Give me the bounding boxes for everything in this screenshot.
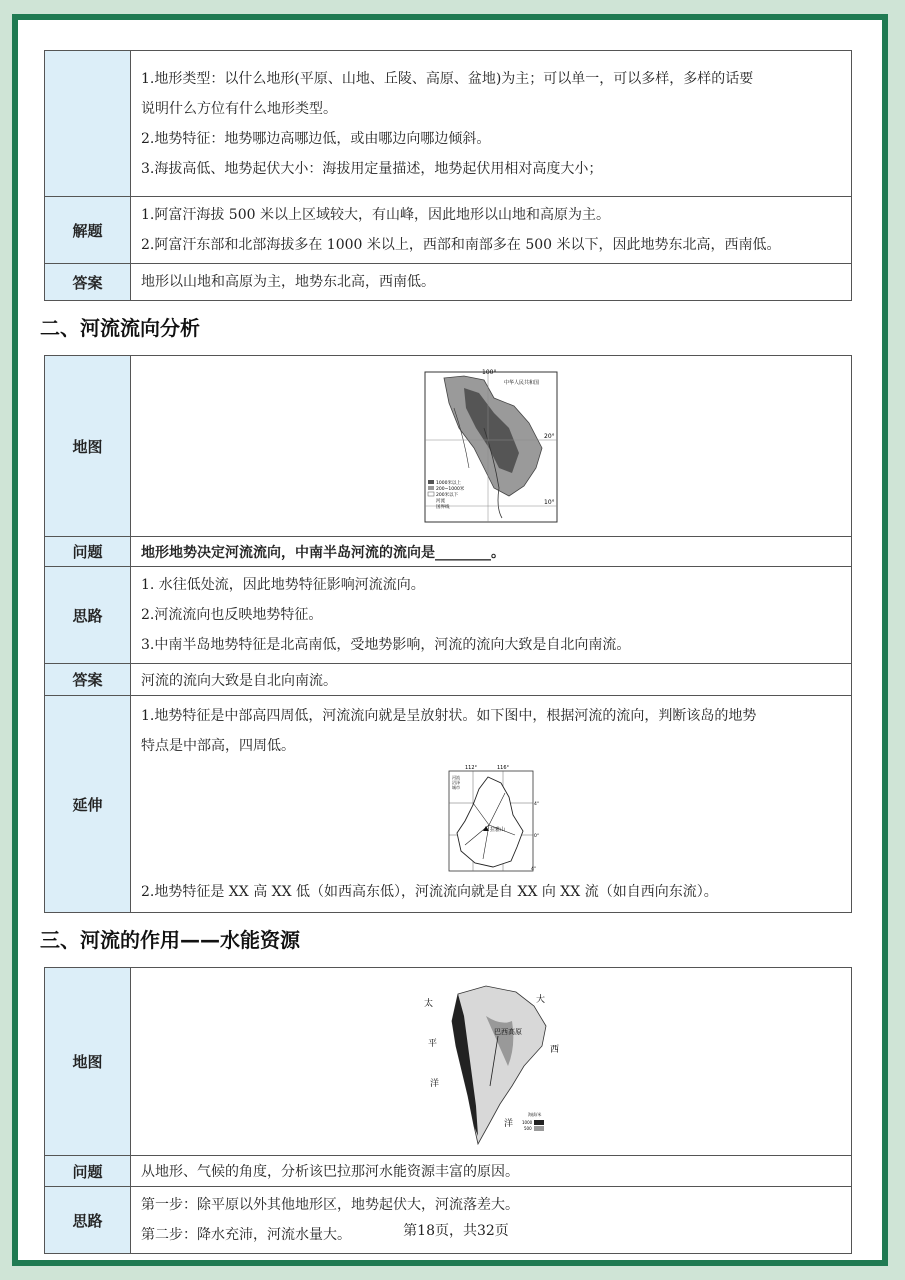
- question-text: 从地形、气候的角度，分析该巴拉那河水能资源丰富的原因。: [131, 1156, 852, 1187]
- table-row: [45, 1156, 852, 1187]
- map-country-label: 中华人民共和国: [504, 380, 540, 386]
- table-row: [45, 968, 852, 1156]
- extension-label: 延伸: [45, 696, 131, 913]
- answer-cell: [131, 264, 852, 301]
- legend-value: 1000: [522, 1119, 533, 1125]
- thinking-label: 思路: [45, 567, 131, 664]
- map-legend-item: 国界线: [436, 505, 450, 510]
- terrain-analysis-table: [44, 50, 852, 301]
- section3-heading: 三、河流的作用——水能资源: [40, 928, 300, 952]
- map-cell: [131, 968, 852, 1156]
- page-content: [40, 50, 852, 1254]
- answer-label: 答案: [45, 264, 131, 301]
- table-row: [45, 51, 852, 197]
- solution-line: 1.阿富汗海拔 500 米以上区域较大，有山峰，因此地形以山地和高原为主。: [141, 207, 610, 223]
- south-america-map: [416, 976, 566, 1148]
- island-legend-item: 河流: [452, 775, 460, 780]
- ocean-label: 太: [424, 998, 434, 1009]
- map-lat-10: 10°: [544, 499, 555, 506]
- legend-title: 海拔/米: [528, 1111, 542, 1117]
- method-line: 2.地势特征：地势哪边高哪边低，或由哪边向哪边倾斜。: [141, 130, 491, 147]
- island-lon1: 112°: [465, 765, 478, 771]
- map-lon-label: 100°: [482, 369, 497, 376]
- map-legend-item: 200~1000米: [436, 487, 465, 492]
- island-legend-item: 沼泽: [452, 780, 460, 785]
- legend-value: 500: [524, 1125, 532, 1131]
- island-map: [443, 763, 539, 875]
- table-row: [45, 356, 852, 537]
- thinking-line: 第一步：除平原以外其他地形区，地势起伏大，河流落差大。: [141, 1197, 519, 1213]
- table-row: [45, 567, 852, 664]
- method-cell: [131, 51, 852, 197]
- legend-swatch-mid: [428, 486, 434, 490]
- question-label: 问题: [45, 1156, 131, 1187]
- method-line: 1.地形类型：以什么地形(平原、山地、丘陵、高原、盆地)为主；可以单一，可以多样，多样的话要: [141, 70, 754, 87]
- question-label: 问题: [45, 537, 131, 567]
- island-lat: 4°: [531, 867, 537, 872]
- ocean-label: 洋: [504, 1118, 514, 1129]
- indochina-map: [424, 368, 558, 524]
- table-row: [45, 197, 852, 264]
- legend-swatch-high: [428, 480, 434, 484]
- elev-swatch: [534, 1126, 544, 1131]
- table-row: [45, 537, 852, 567]
- island-map-container: [141, 761, 841, 877]
- map-lat-20: 20°: [544, 433, 555, 440]
- row-label-empty: [45, 51, 131, 197]
- extension-line: 2.地势特征是 XX 高 XX 低（如西高东低），河流流向就是自 XX 向 XX 流（如自西向东流）。: [141, 884, 718, 900]
- method-line: 3.海拔高低、地势起伏大小：海拔用定量描述，地势起伏用相对高度大小；: [141, 160, 603, 177]
- legend-swatch-low: [428, 492, 434, 496]
- ocean-label: 洋: [430, 1078, 440, 1089]
- question-text: 地形地势决定河流流向，中南半岛河流的流向是________。: [131, 537, 852, 567]
- solution-line: 2.阿富汗东部和北部海拔多在 1000 米以上，西部和南部多在 500 米以下，因此地势东北高，西南低。: [141, 237, 781, 253]
- thinking-cell: [131, 567, 852, 664]
- thinking-line: 3.中南半岛地势特征是北高南低，受地势影响，河流的流向大致是自北向南流。: [141, 637, 631, 653]
- map-label: 地图: [45, 968, 131, 1156]
- river-flow-table: [44, 355, 852, 913]
- island-lat: 4°: [534, 802, 539, 807]
- thinking-line: 第二步：降水充沛，河流水量大。: [141, 1227, 351, 1243]
- page-frame: [12, 14, 888, 1266]
- map-legend-item: 1000米以上: [436, 481, 461, 486]
- solution-cell: [131, 197, 852, 264]
- ocean-label: 大: [536, 994, 546, 1005]
- elev-swatch: [534, 1120, 544, 1125]
- basin-label: 巴西高原: [494, 1027, 522, 1036]
- island-lon2: 116°: [497, 765, 510, 771]
- map-cell: [131, 356, 852, 537]
- solution-label: 解题: [45, 197, 131, 264]
- answer-text: 地形以山地和高原为主，地势东北高，西南低。: [141, 274, 435, 290]
- page-number: 第18页，共32页: [403, 1223, 509, 1239]
- island-peak-label: 拉雅山: [490, 827, 506, 833]
- map-label: 地图: [45, 356, 131, 537]
- hydropower-table: [44, 967, 852, 1254]
- island-lat: 0°: [534, 834, 539, 839]
- answer-text: 河流的流向大致是自北向南流。: [131, 664, 852, 696]
- table-row: [45, 664, 852, 696]
- island-legend-item: 城市: [452, 785, 460, 790]
- ocean-label: 西: [550, 1044, 560, 1055]
- table-row: [45, 264, 852, 301]
- method-line: 说明什么方位有什么地形类型。: [141, 100, 337, 117]
- map-legend-item: 河流: [436, 499, 445, 504]
- thinking-line: 2.河流流向也反映地势特征。: [141, 607, 323, 623]
- extension-line: 1.地势特征是中部高四周低，河流流向就是呈放射状。如下图中，根据河流的流向，判断该岛的地势: [141, 708, 757, 724]
- section2-heading: 二、河流流向分析: [40, 316, 200, 340]
- thinking-line: 1. 水往低处流，因此地势特征影响河流流向。: [141, 577, 425, 593]
- extension-cell: [131, 696, 852, 913]
- extension-line: 特点是中部高，四周低。: [141, 738, 295, 754]
- map-legend-item: 200米以下: [436, 493, 459, 498]
- ocean-label: 平: [428, 1038, 438, 1049]
- map-container: [141, 368, 841, 524]
- table-row: [45, 696, 852, 913]
- answer-label: 答案: [45, 664, 131, 696]
- map-container: [141, 976, 841, 1148]
- thinking-label: 思路: [45, 1187, 131, 1254]
